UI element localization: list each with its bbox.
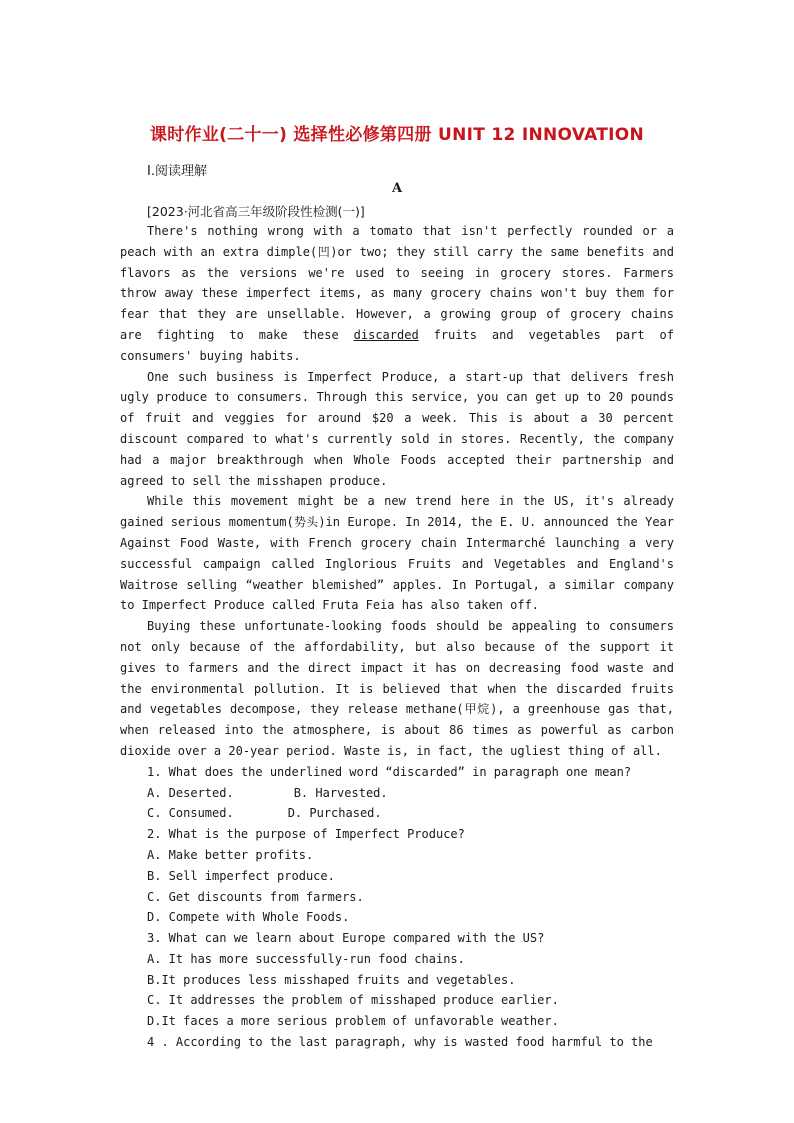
option-1b: B. Harvested. [293,785,388,800]
paragraph-4: Buying these unfortunate-looking foods should be appealing to consumers not only because of the affordability, but also because of the support it gives to farmers and the direct impact it has on decreasing food waste and the environmental pollution. It is believed that when the discarded fruits and vegetables decompose, they release methane(甲烷), a greenhouse gas that, when released into the atmosphere, is about 86 times as powerful as carbon dioxide over a 20-year period. Waste is, in fact, the ugliest thing of all. [120,619,674,758]
paragraph-3: While this movement might be a new trend here in the US, it's already gained serious momentum(势头)in Europe. In 2014, the E. U. announced the Year Against Food Waste, with French grocery chain Intermarché launching a very successful campaign called Inglorious Fruits and Vegetables and England's Waitrose selling “weather blemished” apples. In Portugal, a similar company to Imperfect Produce called Fruta Feia has also taken off. [120,494,674,613]
passage-label: A [391,181,403,196]
option-1a: A. Deserted. [147,785,234,800]
section-heading: Ⅰ.阅读理解 [147,164,207,179]
option-3c: C. It addresses the problem of misshaped produce earlier. [147,993,559,1008]
option-3d: D.It faces a more serious problem of unfavorable weather. [147,1014,559,1029]
paragraph-2: One such business is Imperfect Produce, a start-up that delivers fresh ugly produce to consumers. Through this service, you can get up to 20 pounds of fruit and veggies for around $20 a week. This is about a 30 percent discount compared to what's currently sold in stores. Recently, the company had a major breakthrough when Whole Foods accepted their partnership and agreed to sell the misshapen produce. [120,369,674,488]
page-title: 课时作业(二十一) 选择性必修第四册 UNIT 12 INNOVATION [149,125,645,145]
question-1-options-ab [120,783,674,804]
question-1: 1. What does the underlined word “discarded” in paragraph one mean? [147,764,632,779]
option-1d: D. Purchased. [287,806,382,821]
question-2: 2. What is the purpose of Imperfect Produce? [147,827,465,842]
question-3: 3. What can we learn about Europe compared with the US? [147,931,545,946]
paragraph-1-text-b: fruits and vegetables part of consumers' buying habits. [120,327,674,363]
paragraph-1-text-a: There's nothing wrong with a tomato that isn't perfectly rounded or a peach with an extra dimple(凹)or two; they still carry the same benefits and flavors as the versions we're used to seeing in grocery stores. Farmers throw away these imperfect items, as many grocery chains won't buy them for fear that they are unsellable. However, a growing group of grocery chains are fighting to make these [120,224,674,342]
question-1-options-cd [120,803,674,824]
source-note: [2023·河北省高三年级阶段性检测(一)] [147,204,365,219]
underlined-word: discarded [353,327,419,342]
option-2d: D. Compete with Whole Foods. [147,910,350,925]
passage-body [120,221,674,1053]
option-3a: A. It has more successfully-run food chains. [147,951,465,966]
option-2a: A. Make better profits. [147,847,314,862]
option-2c: C. Get discounts from farmers. [147,889,364,904]
paragraph-1 [120,221,674,367]
option-3b: B.It produces less misshaped fruits and vegetables. [147,972,516,987]
option-2b: B. Sell imperfect produce. [147,868,335,883]
option-1c: C. Consumed. [147,806,234,821]
question-4: 4 . According to the last paragraph, why is wasted food harmful to the [147,1035,653,1050]
